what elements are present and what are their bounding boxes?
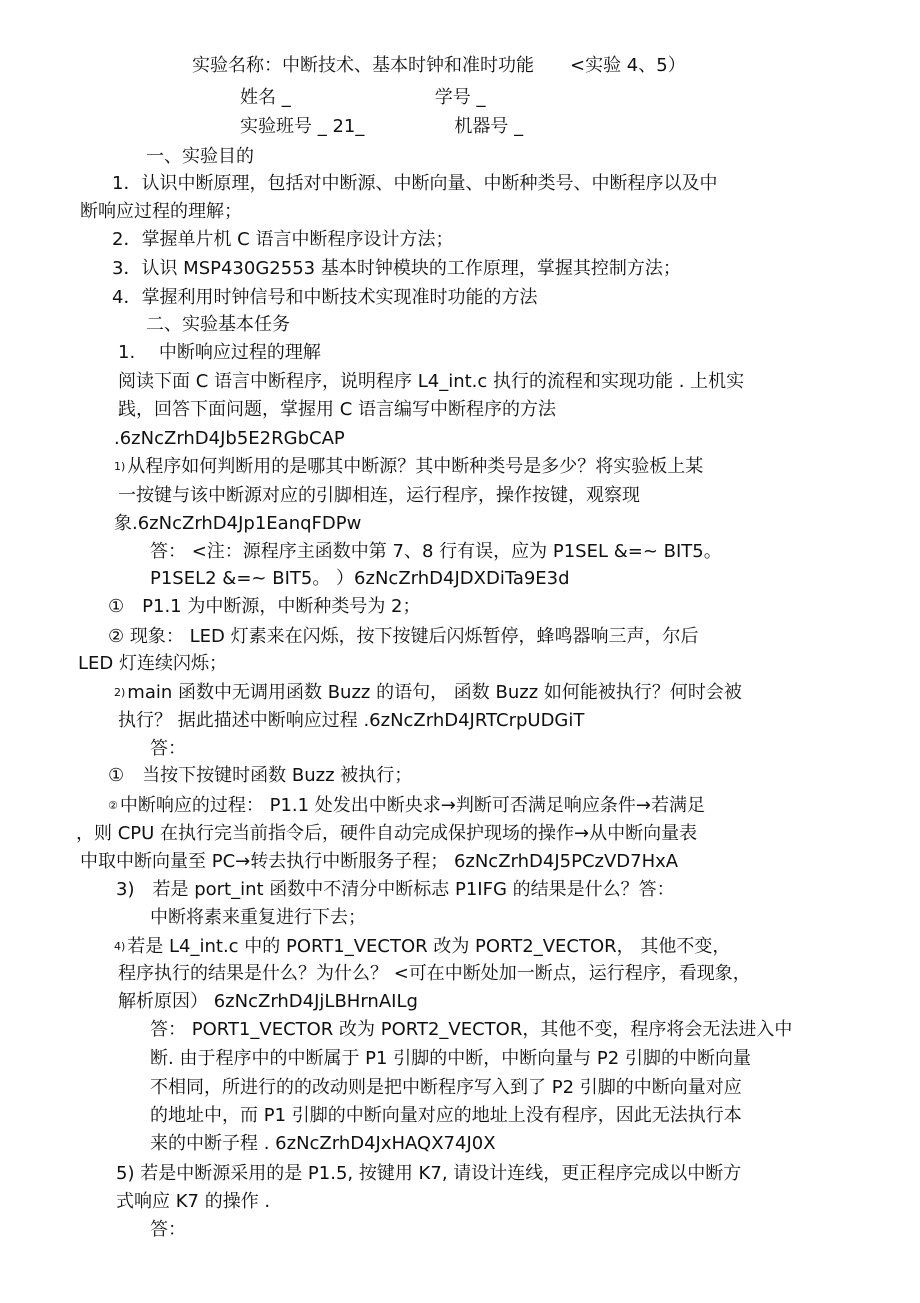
answer-2-point-2-cont: ，则 CPU 在执行完当前指令后，硬件自动完成保护现场的操作→从中断向量表 <box>76 823 698 844</box>
purpose-item-1-cont: 断响应过程的理解； <box>80 201 242 222</box>
answer-1-point-2: ② 现象： LED 灯素来在闪烁，按下按键后闪烁暂停，蜂鸣器响三声，尔后 <box>108 626 699 647</box>
code-token: .6zNcZrhD4Jb5E2RGbCAP <box>114 428 345 449</box>
answer-4-cont-2: 不相同，所进行的的改动则是把中断程序写入到了 P2 引脚的中断向量对应 <box>150 1077 742 1098</box>
purpose-item-2: 2．掌握单片机 C 语言中断程序设计方法； <box>112 229 454 250</box>
purpose-item-3: 3．认识 MSP430G2553 基本时钟模块的工作原理，掌握其控制方法； <box>112 258 681 279</box>
question-4: 4) 若是 L4_int.c 中的 PORT1_VECTOR 改为 PORT2_VECTOR， 其他不变， <box>114 936 731 957</box>
answer-2-point-2: ② 中断响应的过程： P1.1 处发出中断央求→判断可否满足响应条件→若满足 <box>108 795 705 816</box>
answer-4-cont-1: 断. 由于程序中的中断属于 P1 引脚的中断，中断向量与 P2 引脚的中断向量 <box>150 1048 751 1069</box>
answer-1-note-cont: P1SEL2 &=~ BIT5。 ）6zNcZrhD4JDXDiTa9E3d <box>150 568 570 589</box>
answer-4-cont-4: 来的中断子程 . 6zNcZrhD4JxHAQX74J0X <box>150 1133 496 1154</box>
question-5: 5) 若是中断源采用的是 P1.5, 按键用 K7, 请设计连线，更正程序完成以中断方 <box>116 1163 742 1184</box>
purpose-item-4: 4．掌握利用时钟信号和中断技术实现准时功能的方法 <box>112 287 538 308</box>
question-marker: 4) <box>114 940 126 953</box>
question-1-cont-2: 象.6zNcZrhD4Jp1EanqFDPw <box>114 513 362 534</box>
question-1-cont: 一按键与该中断源对应的引脚相连，运行程序，操作按键，观察现 <box>118 485 640 506</box>
task-1-heading: 1. 中断响应过程的理解 <box>118 342 321 363</box>
purpose-item-1: 1．认识中断原理，包括对中断源、中断向量、中断种类号、中断程序以及中 <box>112 173 718 194</box>
question-3: 3) 若是 port_int 函数中不清分中断标志 P1IFG 的结果是什么？答： <box>116 879 675 900</box>
question-4-cont-2: 解析原因） 6zNcZrhD4JjLBHrnAILg <box>118 991 418 1012</box>
question-1: 1) 从程序如何判断用的是哪其中断源？其中断种类号是多少？将实验板上某 <box>114 456 704 477</box>
answer-2-point-2-cont-2: 中取中断向量至 PC→转去执行中断服务子程； 6zNcZrhD4J5PCzVD7HxA <box>80 851 679 872</box>
name-id-line: 姓名 _ 学号 _ <box>240 87 486 108</box>
answer-1-point-1: ① P1.1 为中断源，中断种类号为 2； <box>108 596 421 617</box>
class-machine-line: 实验班号 _ 21_ 机器号 _ <box>240 116 524 137</box>
answer-2-point-1: ① 当按下按键时函数 Buzz 被执行； <box>108 765 413 786</box>
section-heading-purpose: 一、实验目的 <box>146 146 254 167</box>
answer-marker: ② <box>108 799 118 812</box>
task-1-intro: 阅读下面 C 语言中断程序，说明程序 L4_int.c 执行的流程和实现功能 . 上机实 <box>118 371 745 392</box>
question-2: 2) main 函数中无调用函数 Buzz 的语句， 函数 Buzz 如何能被执行？何时会被 <box>114 682 742 703</box>
question-2-cont: 执行？ 据此描述中断响应过程 .6zNcZrhD4JRTCrpUDGiT <box>118 710 585 731</box>
answer-1-note: 答： <注：源程序主函数中第 7、8 行有误，应为 P1SEL &=~ BIT5。 <box>150 541 722 562</box>
answer-3: 中断将素来重复进行下去； <box>150 907 366 928</box>
section-heading-tasks: 二、实验基本任务 <box>146 314 290 335</box>
answer-2-label: 答： <box>150 738 186 759</box>
task-1-intro-cont: 践，回答下面问题，掌握用 C 语言编写中断程序的方法 <box>118 399 557 420</box>
answer-1-point-2-cont: LED 灯连续闪烁； <box>78 653 227 674</box>
question-5-cont: 式响应 K7 的操作 . <box>116 1191 271 1212</box>
answer-4-cont-3: 的地址中，而 P1 引脚的中断向量对应的地址上没有程序，因此无法执行本 <box>150 1105 742 1126</box>
question-marker: 2) <box>114 686 126 699</box>
experiment-title: 实验名称：中断技术、基本时钟和准时功能 <实验 4、5） <box>192 55 686 76</box>
answer-5-label: 答： <box>150 1219 186 1240</box>
answer-4: 答： PORT1_VECTOR 改为 PORT2_VECTOR，其他不变，程序将会无法进入中 <box>150 1019 793 1040</box>
question-marker: 1) <box>114 460 126 473</box>
question-4-cont: 程序执行的结果是什么？为什么？ <可在中断处加一断点，运行程序，看现象， <box>118 963 751 984</box>
